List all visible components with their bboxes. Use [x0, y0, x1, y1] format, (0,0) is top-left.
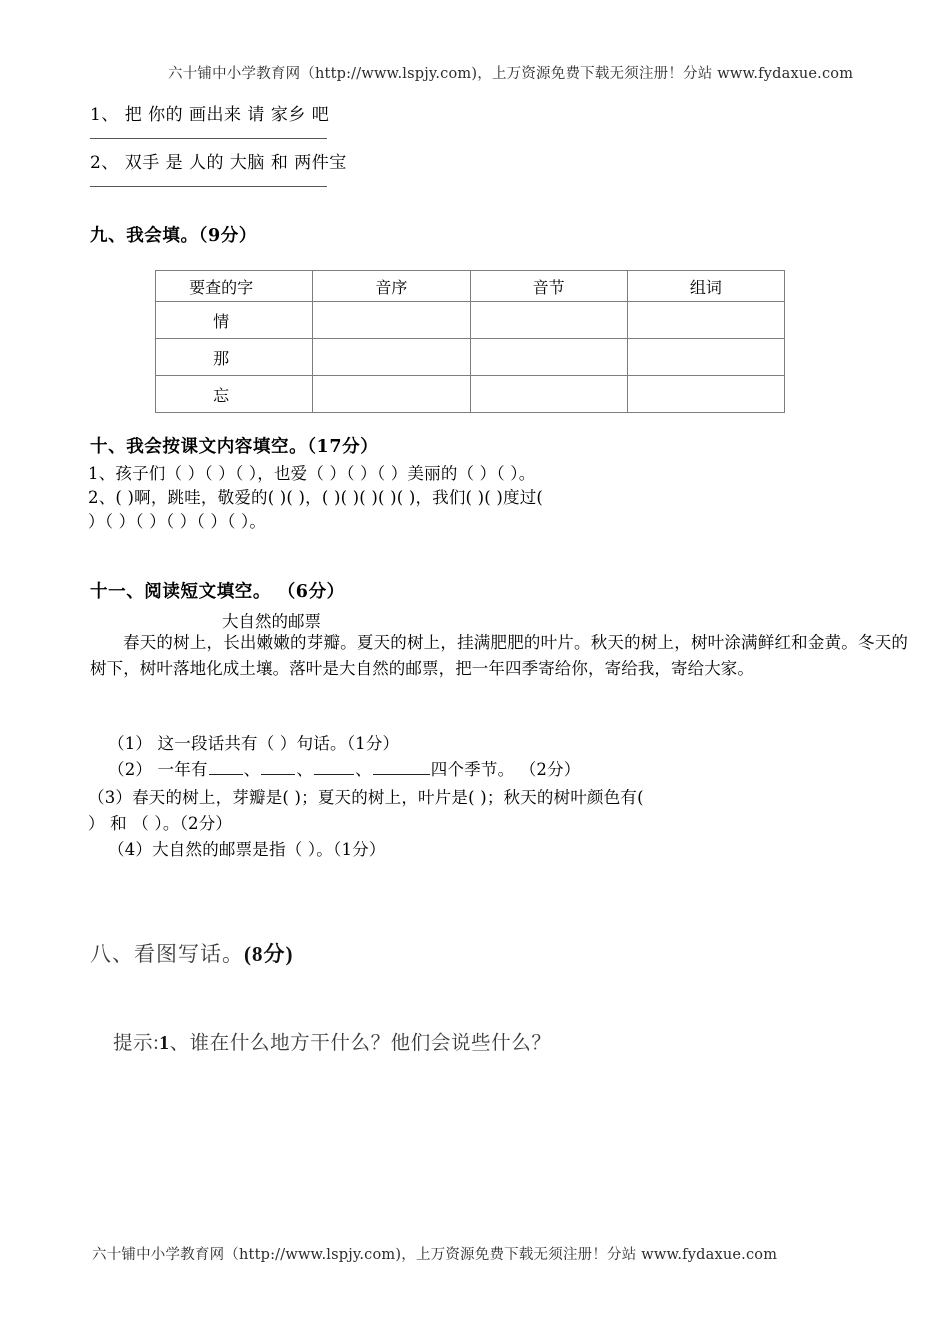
section-8-heading — [90, 938, 294, 968]
table-header-cell-1: 音序 — [313, 271, 470, 302]
answer-rule-1 — [90, 138, 327, 139]
prompt-question: 、谁在什么地方干什么？他们会说些什么？ — [169, 1033, 552, 1054]
section-10-heading: 十、我会按课文内容填空。（17分） — [90, 437, 379, 457]
passage-title: 大自然的邮票 — [222, 612, 321, 631]
table-cell-char-1: 那 — [156, 339, 313, 376]
season-blank-1[interactable] — [209, 759, 243, 775]
table-row — [156, 339, 785, 376]
season-blank-4[interactable] — [373, 759, 430, 775]
section-11-heading: 十一、阅读短文填空。 （6分） — [90, 582, 345, 602]
table-cell-answer[interactable] — [627, 339, 784, 376]
table-cell-char-2: 忘 — [156, 376, 313, 413]
section-10-line-3: ）（ ）（ ）（ ）（ ）（ ）。 — [88, 512, 267, 531]
lookup-table — [155, 270, 785, 413]
season-sep-1: 、 — [243, 760, 261, 779]
site-banner-bottom: 六十铺中小学教育网（http://www.lspjy.com)，上万资源免费下载无须注册！分站 www.fydaxue.com — [92, 1247, 778, 1263]
passage-body: 春天的树上，长出嫩嫩的芽瓣。夏天的树上，挂满肥肥的叶片。秋天的树上，树叶涂满鲜红和金黄。冬天的树下，树叶落地化成土壤。落叶是大自然的邮票，把一年四季寄给你，寄给我，寄给大家。 — [90, 633, 908, 678]
table-cell-answer[interactable] — [470, 376, 627, 413]
table-row — [156, 376, 785, 413]
word-order-item-2: 2、 双手 是 人的 大脑 和 两件宝 — [90, 153, 347, 173]
sub-question-1: （1） 这一段话共有（ ）句话。（1分） — [108, 734, 400, 753]
table-cell-answer[interactable] — [627, 302, 784, 339]
table-cell-answer[interactable] — [313, 376, 470, 413]
prompt-number: 1 — [159, 1033, 170, 1054]
table-header-cell-2: 音节 — [470, 271, 627, 302]
word-order-item-1: 1、 把 你的 画出来 请 家乡 吧 — [90, 105, 330, 125]
sub-question-3-line-2: ） 和 （ ）。（2分） — [88, 814, 233, 833]
sub-question-3-line-1: （3）春天的树上，芽瓣是( )；夏天的树上，叶片是( )；秋天的树叶颜色有( — [88, 788, 644, 807]
prompt-label: 提示: — [113, 1033, 160, 1054]
table-cell-answer[interactable] — [470, 339, 627, 376]
section-10-line-2: 2、( )啊，跳哇，敬爱的( )( )，( )( )( )( )( )，我们( )( )度过( — [88, 488, 544, 507]
sub-question-2-suffix: 四个季节。 （2分） — [430, 760, 581, 779]
sub-question-2 — [108, 756, 581, 780]
section-8-heading-score: (8分) — [244, 942, 294, 966]
answer-rule-2 — [90, 186, 327, 187]
season-blank-2[interactable] — [261, 759, 295, 775]
table-cell-char-0: 情 — [156, 302, 313, 339]
table-header-cell-3: 组词 — [627, 271, 784, 302]
season-sep-2: 、 — [296, 760, 314, 779]
table-header-cell-0: 要查的字 — [156, 271, 313, 302]
section-8-heading-text: 八、看图写话。 — [90, 942, 244, 966]
table-cell-answer[interactable] — [313, 302, 470, 339]
table-cell-answer[interactable] — [627, 376, 784, 413]
section-10-line-1: 1、孩子们（ ）（ ）（ ），也爱（ ）（ ）（ ）美丽的（ ）（ ）。 — [88, 464, 536, 483]
sub-question-2-prefix: （2） 一年有 — [108, 760, 208, 779]
table-header-row — [156, 271, 785, 302]
sub-question-4: （4）大自然的邮票是指（ ）。（1分） — [108, 840, 386, 859]
table-cell-answer[interactable] — [313, 339, 470, 376]
season-sep-3: 、 — [355, 760, 372, 779]
picture-writing-prompt — [113, 1027, 551, 1055]
site-banner-top: 六十铺中小学教育网（http://www.lspjy.com)，上万资源免费下载无须注册！分站 www.fydaxue.com — [168, 66, 854, 82]
section-9-heading: 九、我会填。（9分） — [90, 226, 257, 246]
table-row — [156, 302, 785, 339]
season-blank-3[interactable] — [314, 759, 354, 775]
table-cell-answer[interactable] — [470, 302, 627, 339]
